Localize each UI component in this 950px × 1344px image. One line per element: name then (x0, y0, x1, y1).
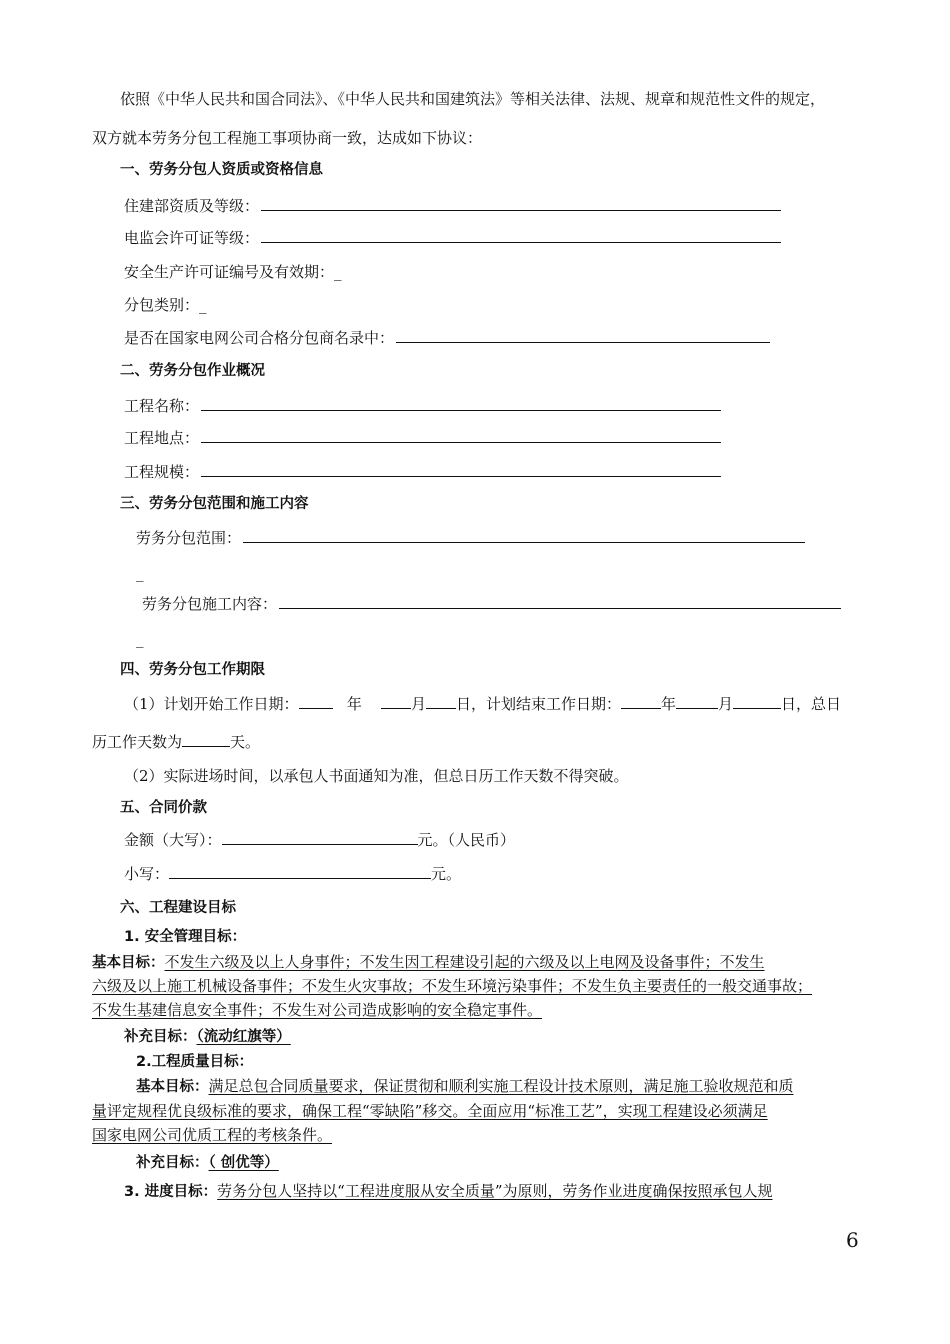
fill-line[interactable] (201, 428, 721, 443)
field-subcontract-scope (136, 528, 805, 548)
fill-line[interactable] (396, 328, 770, 343)
section-4-heading: 四、劳务分包工作期限 (120, 662, 265, 678)
fill-line[interactable] (261, 196, 781, 211)
field-qualified-list (124, 328, 770, 348)
blank-start-year[interactable] (299, 694, 333, 709)
text-segment: 不发生六级及以上人身事件；不发生因工程建设引起的六级及以上电网及设备事件；不发生 (164, 953, 765, 971)
text-segment: 不发生基建信息安全事件；不发生对公司造成影响的安全稳定事件。 (92, 1001, 543, 1019)
field-subcontract-type: 分包类别：_ (124, 296, 207, 314)
section-6-heading: 六、工程建设目标 (120, 900, 236, 916)
blank-total-days[interactable] (182, 732, 230, 747)
text-segment: （1）计划开始工作日期： (124, 695, 299, 713)
blank-start-day[interactable] (426, 694, 456, 709)
text-segment: 国家电网公司优质工程的考核条件。 (92, 1126, 333, 1144)
basic-target-label: 基本目标： (136, 1079, 209, 1095)
field-label: 工程地点： (124, 429, 200, 447)
field-safety-permit: 安全生产许可证编号及有效期：_ (124, 263, 342, 281)
supplementary-label: 补充目标： (124, 1029, 197, 1045)
text-segment: （ 创优等） (208, 1155, 279, 1171)
field-label: 金额（大写）： (124, 831, 222, 849)
blank-end-month[interactable] (676, 694, 718, 709)
field-scope-continuation: _ (136, 564, 144, 582)
field-qualification-level (124, 196, 781, 216)
section-1-heading: 一、劳务分包人资质或资格信息 (120, 162, 323, 178)
field-label: 劳务分包范围： (136, 529, 242, 547)
target-schedule (124, 1181, 773, 1202)
field-label: 小写： (124, 865, 170, 883)
text-segment: 量评定规程优良级标准的要求，确保工程“零缺陷”移交。全面应用“标准工艺”，实现工程建设必须满足 (92, 1102, 768, 1120)
field-label: 劳务分包施工内容： (142, 595, 278, 613)
text-segment: 月 (410, 695, 426, 713)
field-license-level (124, 228, 781, 248)
field-label: 住建部资质及等级： (124, 197, 260, 215)
blank-end-year[interactable] (621, 694, 661, 709)
text-segment: 日，计划结束工作日期： (455, 695, 621, 713)
target-safety-heading: 1. 安全管理目标： (124, 929, 247, 945)
blank-start-month[interactable] (381, 694, 411, 709)
fill-line[interactable] (243, 528, 805, 543)
field-label: 是否在国家电网公司合格分包商名录中： (124, 329, 395, 347)
text-segment: 年 (346, 695, 362, 713)
safety-basic-line-1 (92, 952, 765, 973)
quality-basic-line-3 (92, 1125, 332, 1145)
field-label: 工程规模： (124, 463, 200, 481)
text-segment: 历工作天数为 (92, 733, 183, 751)
supplementary-label: 补充目标： (136, 1155, 209, 1171)
section-3-heading: 三、劳务分包范围和施工内容 (120, 496, 309, 512)
quality-supplementary (136, 1152, 279, 1173)
intro-line-1: 依照《中华人民共和国合同法》、《中华人民共和国建筑法》等相关法律、法规、规章和规范性文件的规定， (120, 90, 826, 108)
blank-amount-lower[interactable] (169, 864, 431, 879)
blank-end-day[interactable] (733, 694, 781, 709)
field-amount-upper (124, 830, 515, 850)
field-project-name (124, 396, 721, 416)
period-line-1 (124, 694, 841, 714)
field-project-location (124, 428, 721, 448)
field-suffix: 元。 (431, 865, 462, 883)
period-line-2 (92, 732, 260, 752)
blank-amount-upper[interactable] (222, 830, 418, 845)
basic-target-label: 基本目标： (92, 955, 165, 971)
field-content-continuation: _ (136, 630, 144, 648)
field-label: 电监会许可证等级： (124, 229, 260, 247)
intro-line-2: 双方就本劳务分包工程施工事项协商一致，达成如下协议： (92, 129, 483, 147)
quality-basic-line-2 (92, 1101, 768, 1121)
fill-line[interactable] (261, 228, 781, 243)
safety-basic-line-3 (92, 1000, 542, 1020)
field-amount-lower (124, 864, 461, 884)
target-quality-heading: 2.工程质量目标： (136, 1054, 254, 1070)
page-number: 6 (846, 1228, 859, 1252)
fill-line[interactable] (201, 462, 721, 477)
section-2-heading: 二、劳务分包作业概况 (120, 363, 265, 379)
fill-line[interactable] (279, 594, 841, 609)
text-segment: 年 (660, 695, 676, 713)
field-construction-content (142, 594, 841, 614)
text-segment: 劳务分包人坚持以“工程进度服从安全质量”为原则，劳务作业进度确保按照承包人规 (217, 1182, 773, 1200)
text-segment: 日，总日 (781, 695, 842, 713)
safety-basic-line-2 (92, 976, 812, 996)
field-project-scale (124, 462, 721, 482)
text-segment: 满足总包合同质量要求，保证贯彻和顺利实施工程设计技术原则，满足施工验收规范和质 (208, 1077, 794, 1095)
text-segment: 月 (718, 695, 734, 713)
text-segment: （流动红旗等） (196, 1029, 291, 1045)
text-segment: 六级及以上施工机械设备事件；不发生火灾事故；不发生环境污染事件；不发生负主要责任的一般交通事故； (92, 977, 813, 995)
section-5-heading: 五、合同价款 (120, 800, 207, 816)
text-segment: 天。 (230, 733, 261, 751)
schedule-label: 3. 进度目标： (124, 1184, 218, 1200)
field-suffix: 元。（人民币） (417, 831, 516, 849)
fill-line[interactable] (201, 396, 721, 411)
period-note: （2）实际进场时间，以承包人书面通知为准，但总日历工作天数不得突破。 (124, 767, 629, 785)
field-label: 工程名称： (124, 397, 200, 415)
quality-basic-line-1 (136, 1076, 794, 1097)
safety-supplementary (124, 1026, 291, 1047)
